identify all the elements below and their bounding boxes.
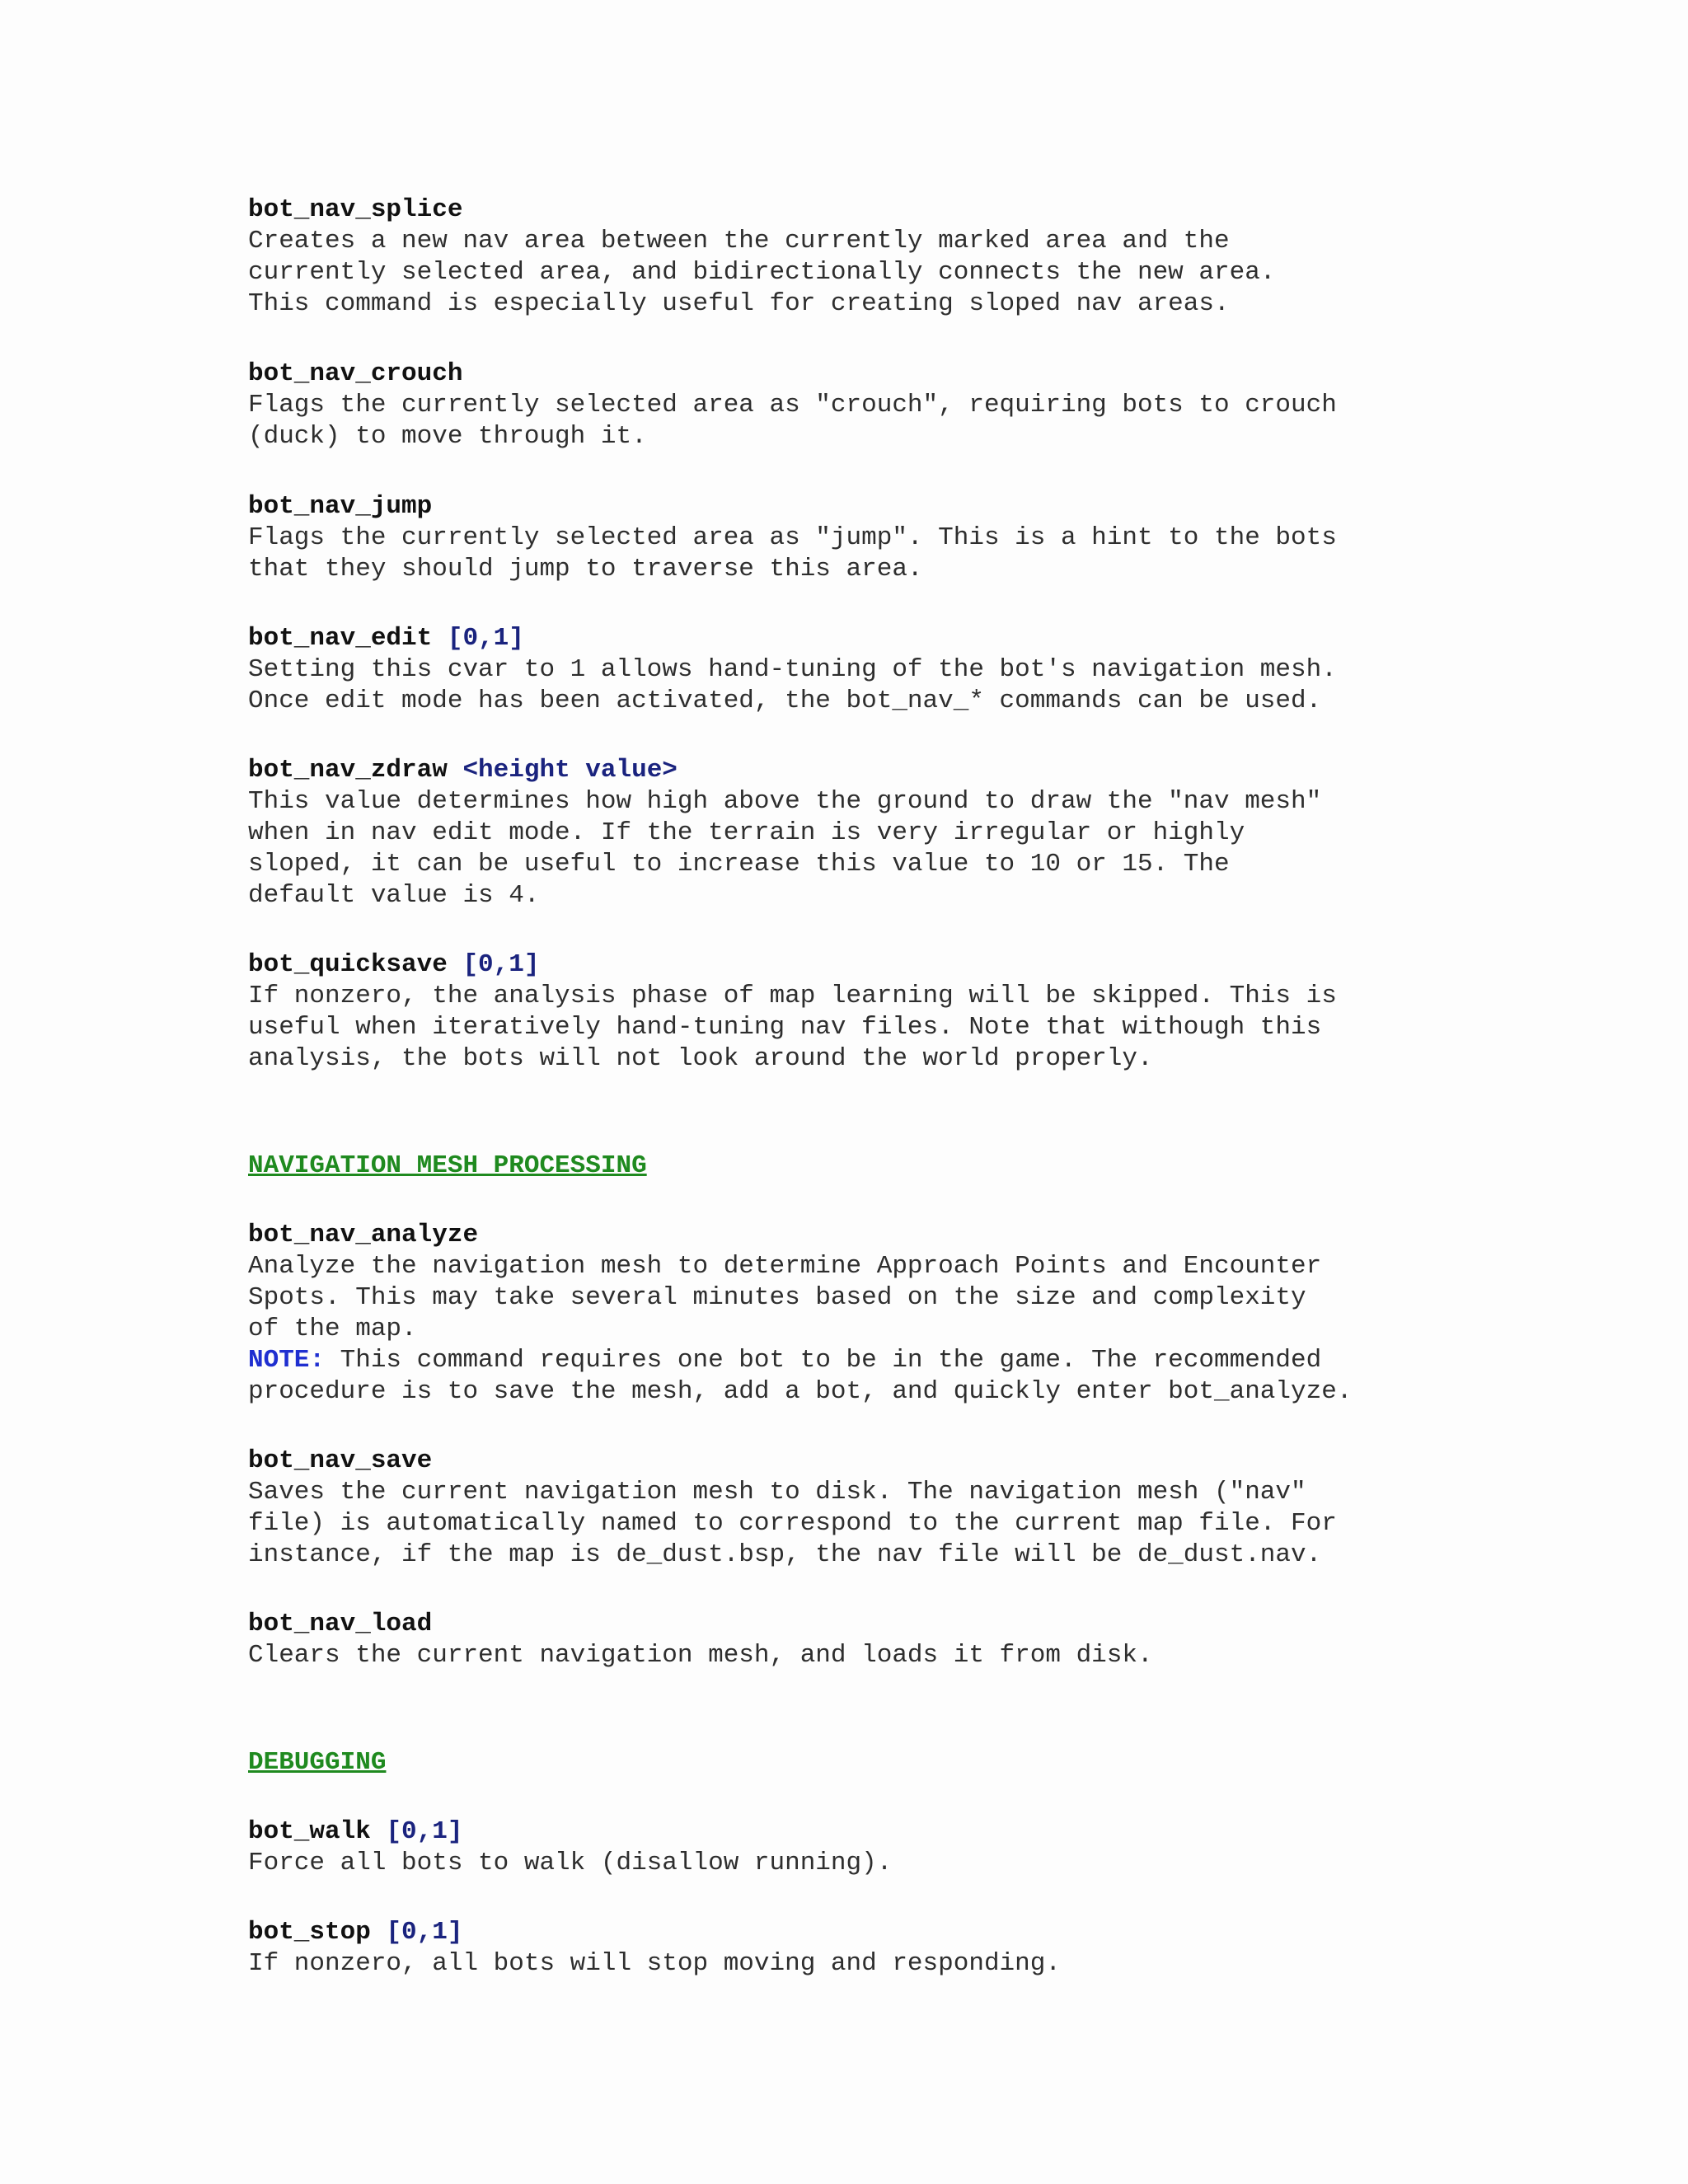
entry-bot-stop [248, 1917, 1451, 1980]
command-name: bot_quicksave [248, 950, 448, 979]
entry-bot-nav-edit [248, 623, 1451, 717]
command-line [248, 755, 1451, 786]
description-line: Force all bots to walk (disallow running). [248, 1849, 893, 1877]
command-argument: [0,1] [447, 624, 524, 653]
command-argument: <height value> [462, 756, 678, 785]
entry-bot-nav-analyze [248, 1220, 1451, 1408]
entry-bot-nav-load [248, 1609, 1451, 1671]
command-line [248, 949, 1451, 981]
note-line [248, 1345, 1451, 1376]
command-line [248, 194, 1451, 226]
command-line [248, 1609, 1451, 1640]
command-line [248, 623, 1451, 654]
description-line: Flags the currently selected area as "crouch", requiring bots to crouch [248, 391, 1337, 419]
command-line [248, 1917, 1451, 1948]
description-line: useful when iteratively hand-tuning nav files. Note that withough this [248, 1013, 1322, 1042]
description-line: analysis, the bots will not look around the world properly. [248, 1044, 1153, 1073]
section-heading-navigation-mesh-processing: NAVIGATION MESH PROCESSING [248, 1151, 647, 1180]
entry-bot-nav-zdraw [248, 755, 1451, 912]
description-line: instance, if the map is de_dust.bsp, the nav file will be de_dust.nav. [248, 1540, 1322, 1569]
entry-bot-nav-jump [248, 491, 1451, 585]
command-name: bot_nav_zdraw [248, 756, 448, 785]
description-line: This command is especially useful for creating sloped nav areas. [248, 289, 1230, 318]
description-line: (duck) to move through it. [248, 422, 647, 451]
description-line: Spots. This may take several minutes based on the size and complexity [248, 1283, 1306, 1312]
command-line [248, 1220, 1451, 1251]
command-line [248, 491, 1451, 523]
description-line: This value determines how high above the ground to draw the "nav mesh" [248, 787, 1322, 816]
description-line: default value is 4. [248, 881, 540, 910]
command-name: bot_nav_analyze [248, 1221, 479, 1249]
entry-bot-nav-save [248, 1446, 1451, 1571]
description-line: If nonzero, all bots will stop moving and responding. [248, 1949, 1061, 1978]
description-line: Clears the current navigation mesh, and loads it from disk. [248, 1641, 1153, 1670]
description-line: Flags the currently selected area as "jump". This is a hint to the bots [248, 523, 1337, 552]
command-line [248, 1446, 1451, 1477]
document-content [248, 194, 1451, 1980]
command-name: bot_nav_load [248, 1610, 433, 1638]
description-line: If nonzero, the analysis phase of map learning will be skipped. This is [248, 982, 1337, 1010]
description-line: currently selected area, and bidirectionally connects the new area. [248, 258, 1276, 287]
command-line [248, 359, 1451, 390]
command-argument: [0,1] [386, 1918, 463, 1947]
entry-bot-walk [248, 1816, 1451, 1879]
command-name: bot_nav_jump [248, 492, 433, 521]
description-line: Analyze the navigation mesh to determine Approach Points and Encounter [248, 1252, 1322, 1281]
entry-bot-nav-crouch [248, 359, 1451, 452]
command-name: bot_nav_splice [248, 195, 463, 224]
command-name: bot_stop [248, 1918, 371, 1947]
description-line: Setting this cvar to 1 allows hand-tuning of the bot's navigation mesh. [248, 655, 1337, 684]
description-line: Creates a new nav area between the currently marked area and the [248, 227, 1230, 255]
command-name: bot_walk [248, 1817, 371, 1846]
command-name: bot_nav_edit [248, 624, 433, 653]
entry-bot-nav-splice [248, 194, 1451, 320]
description-line: Saves the current navigation mesh to disk. The navigation mesh ("nav" [248, 1478, 1306, 1507]
command-argument: [0,1] [462, 950, 540, 979]
note-text: This command requires one bot to be in the game. The recommended [325, 1346, 1322, 1375]
command-name: bot_nav_crouch [248, 359, 463, 388]
description-line: sloped, it can be useful to increase this value to 10 or 15. The [248, 850, 1230, 879]
description-line: file) is automatically named to correspond to the current map file. For [248, 1509, 1337, 1538]
description-line: when in nav edit mode. If the terrain is very irregular or highly [248, 818, 1245, 847]
description-line: that they should jump to traverse this area. [248, 555, 923, 583]
description-line: of the map. [248, 1315, 417, 1343]
section-heading-debugging: DEBUGGING [248, 1748, 387, 1777]
command-name: bot_nav_save [248, 1446, 433, 1475]
description-line: procedure is to save the mesh, add a bot, and quickly enter bot_analyze. [248, 1377, 1353, 1406]
note-label: NOTE: [248, 1346, 326, 1375]
command-argument: [0,1] [386, 1817, 463, 1846]
description-line: Once edit mode has been activated, the bot_nav_* commands can be used. [248, 687, 1322, 715]
entry-bot-quicksave [248, 949, 1451, 1075]
command-line [248, 1816, 1451, 1848]
